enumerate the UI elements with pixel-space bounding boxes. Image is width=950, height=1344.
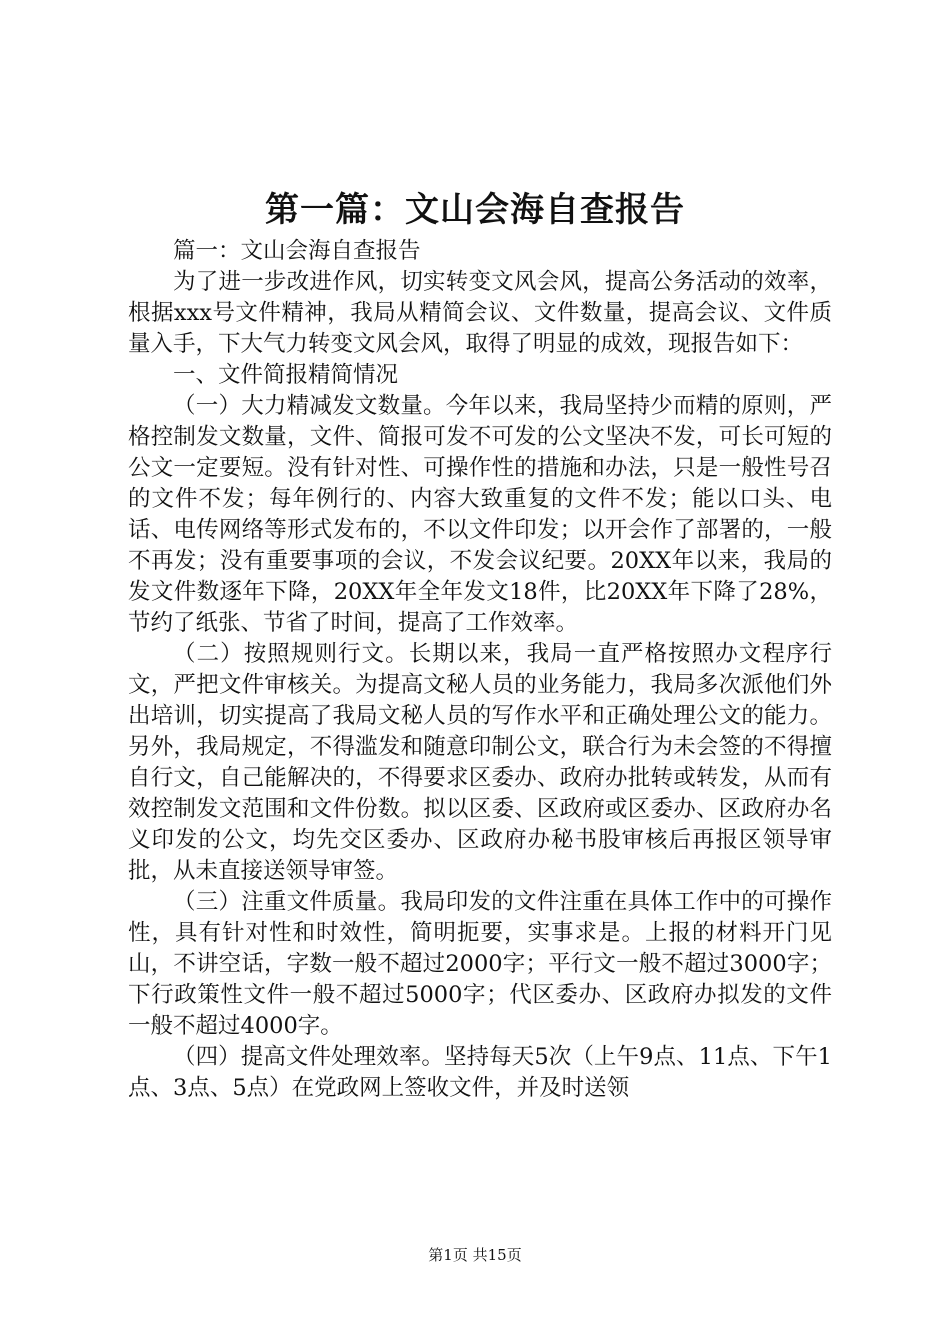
paragraph-item-4: （四）提高文件处理效率。坚持每天5次（上午9点、11点、下午1点、3点、5点）在党政网上签收文件，并及时送领 (128, 1044, 832, 1101)
document-body (128, 236, 832, 1104)
paragraph-heading: 篇一：文山会海自查报告 (173, 238, 421, 264)
paragraph-intro: 为了进一步改进作风，切实转变文风会风，提高公务活动的效率，根据xxx号文件精神，我局从精简会议、文件数量，提高会议、文件质量入手，下大气力转变文风会风，取得了明显的成效，现报告如下： (128, 269, 832, 357)
paragraph-item-1: （一）大力精减发文数量。今年以来，我局坚持少而精的原则，严格控制发文数量，文件、简报可发不可发的公文坚决不发，可长可短的公文一定要短。没有针对性、可操作性的措施和办法，只是一般性号召的文件不发；每年例行的、内容大致重复的文件不发；能以口头、电话、电传网络等形式发布的，不以文件印发；以开会作了部署的，一般不再发；没有重要事项的会议，不发会议纪要。20XX年以来，我局的发文件数逐年下降，20XX年全年发文18件，比20XX年下降了28%，节约了纸张、节省了时间，提高了工作效率。 (128, 393, 832, 636)
paragraph-item-3: （三）注重文件质量。我局印发的文件注重在具体工作中的可操作性，具有针对性和时效性，简明扼要，实事求是。上报的材料开门见山，不讲空话，字数一般不超过2000字；平行文一般不超过3000字；下行政策性文件一般不超过5000字；代区委办、区政府办拟发的文件一般不超过4000字。 (128, 889, 832, 1039)
section-heading: 一、文件简报精简情况 (173, 362, 399, 388)
paragraph-item-2: （二）按照规则行文。长期以来，我局一直严格按照办文程序行文，严把文件审核关。为提高文秘人员的业务能力，我局多次派他们外出培训，切实提高了我局文秘人员的写作水平和正确处理公文的能力。另外，我局规定，不得滥发和随意印制公文，联合行为未会签的不得擅自行文，自己能解决的，不得要求区委办、政府办批转或转发，从而有效控制发文范围和文件份数。拟以区委、区政府或区委办、区政府办名义印发的公文，均先交区委办、区政府办秘书股审核后再报区领导审批，从未直接送领导审签。 (128, 641, 832, 884)
page-footer: 第1页 共15页 (428, 1246, 522, 1264)
document-title: 第一篇：文山会海自查报告 (265, 190, 685, 230)
